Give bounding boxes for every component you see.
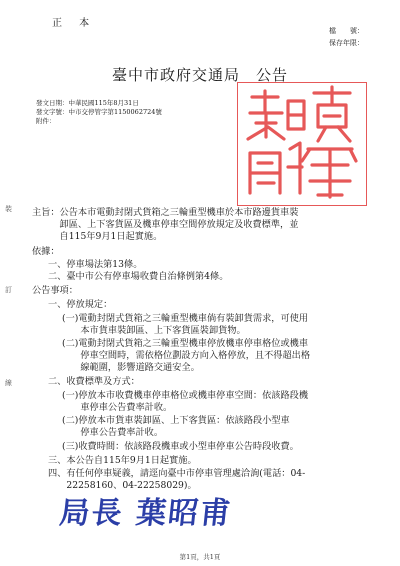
notice-item: (三)收費時間：依該路段機車或小型車停車公告時段收費。: [62, 441, 299, 452]
notice-item: 車停車公告費率計收。: [62, 402, 173, 413]
binding-mark-bottom: 線: [5, 379, 12, 387]
page-number: 第1頁，共1頁: [179, 553, 221, 561]
notice-item: 本市貨車裝卸區、上下客貨區裝卸貨物。: [62, 325, 246, 336]
basis-heading: 依據：: [32, 246, 60, 257]
document-title: 臺中市政府交通局 公告: [111, 66, 288, 84]
seal-graphic: [238, 83, 366, 205]
subject-line: 卸區、上下客貨區及機車停車空間停放規定及收費標準，並: [32, 219, 299, 230]
notice-item: 一、停放規定：: [48, 299, 113, 310]
official-seal-stamp: [237, 82, 367, 206]
notice-item: (二)電動封閉式貨箱之三輪重型機車停放機車停車格位或機車: [62, 338, 309, 349]
subject-line: 自115年9月1日起實施。: [32, 231, 163, 242]
notice-item: (一)停放本市收費機車停車格位或機車停車空間：依該路段機: [62, 390, 309, 401]
notice-item: 三、本公告自115年9月1日起實施。: [48, 455, 197, 466]
retention-period-label: 保存年限：: [329, 39, 364, 47]
binding-mark-middle: 訂: [5, 286, 12, 294]
notice-item: 線範圍，影響道路交通安全。: [62, 362, 200, 373]
attachment-label: 附件：: [36, 117, 56, 125]
issue-date: 發文日期：中華民國115年8月31日: [36, 99, 139, 107]
original-copy-mark: 正 本: [52, 18, 97, 29]
notice-item: 四、有任何停車疑義，請逕向臺中市停車管理處洽詢(電話：04-: [48, 468, 306, 479]
notice-item: (二)停放本市貨車裝卸區、上下客貨區：依該路段小型車: [62, 415, 290, 426]
basis-item: 二、臺中市公有停車場收費自治條例第4條。: [48, 271, 229, 282]
file-number-label: 檔 號：: [329, 27, 364, 35]
notice-item: 二、收費標準及方式：: [48, 376, 140, 387]
notice-item: 停車空間時，需依格位劃設方向入格停放，且不得超出格: [62, 350, 311, 361]
notice-item: (一)電動封閉式貨箱之三輪重型機車倘有裝卸貨需求，可使用: [62, 313, 309, 324]
document-number: 發文字號：中市交停管字第1150062724號: [36, 108, 162, 116]
notice-item: 停車公告費率計收。: [62, 427, 164, 438]
notice-item: 22258160、04-22258029)。: [48, 480, 197, 491]
basis-item: 一、停車場法第13條。: [48, 259, 143, 270]
notice-heading: 公告事項：: [32, 285, 78, 296]
binding-mark-top: 裝: [5, 205, 12, 213]
subject-line: 主旨：公告本市電動封閉式貨箱之三輪重型機車於本市路邊貨車裝: [32, 207, 299, 218]
director-signature-stamp: 局長 葉昭甫: [57, 496, 234, 531]
